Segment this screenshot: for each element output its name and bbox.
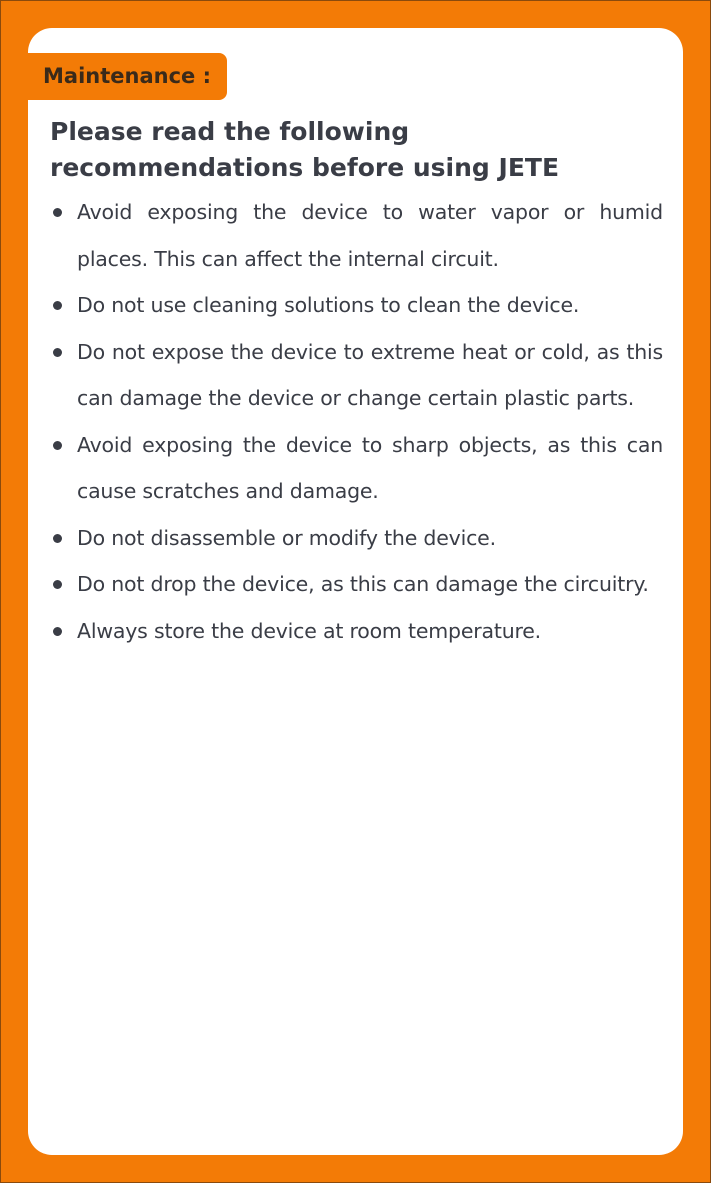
- list-item: [50, 422, 663, 515]
- list-item-text: Do not disassemble or modify the device.: [77, 525, 496, 550]
- list-item: [50, 329, 663, 422]
- bullet-icon: [53, 441, 62, 450]
- recommendations-list: [50, 189, 663, 654]
- list-item-text: Avoid exposing the device to sharp objects, as this can cause scratches and damage.: [77, 432, 663, 503]
- list-item: [50, 608, 663, 655]
- list-item: [50, 561, 663, 608]
- list-item-text: Avoid exposing the device to water vapor or humid places. This can affect the internal circuit.: [77, 200, 663, 271]
- list-item-text: Do not drop the device, as this can damage the circuitry.: [77, 572, 649, 596]
- bullet-icon: [53, 534, 62, 543]
- bullet-icon: [53, 627, 62, 636]
- list-item: [50, 515, 663, 562]
- list-item-text: Always store the device at room temperature.: [77, 618, 541, 643]
- section-tab-label: Maintenance :: [43, 64, 211, 88]
- bullet-icon: [53, 580, 62, 589]
- bullet-icon: [53, 348, 62, 357]
- list-item: [50, 189, 663, 282]
- bullet-icon: [53, 208, 62, 217]
- bullet-icon: [53, 301, 62, 310]
- section-tab: [28, 53, 227, 100]
- list-item-text: Do not use cleaning solutions to clean the device.: [77, 293, 580, 317]
- page-heading: Please read the following recommendations before using JETE: [50, 117, 560, 182]
- list-item-text: Do not expose the device to extreme heat or cold, as this can damage the device or change certain plastic parts.: [77, 339, 663, 410]
- list-item: [50, 282, 663, 329]
